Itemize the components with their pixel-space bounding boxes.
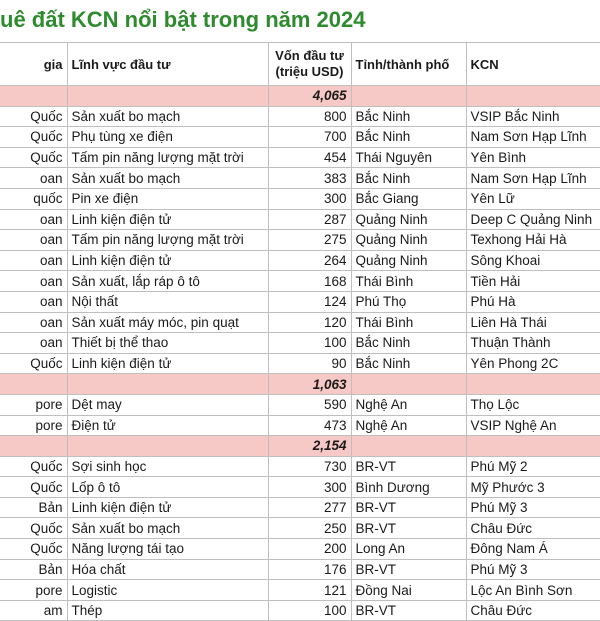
group-total-capital: 1,063	[268, 374, 351, 395]
table-row	[0, 250, 600, 271]
cell-capital: 383	[268, 168, 351, 189]
table-row	[0, 127, 600, 148]
cell-province: BR-VT	[351, 518, 466, 539]
header-province: Tỉnh/thành phố	[351, 43, 466, 86]
cell-province: Quảng Ninh	[351, 250, 466, 271]
header-capital-line1: Vốn đầu tư	[275, 48, 344, 63]
cell-country: oan	[0, 271, 67, 292]
cell-kcn: Thọ Lộc	[466, 394, 600, 415]
cell-country: oan	[0, 312, 67, 333]
cell-sector: Thép	[67, 600, 268, 621]
cell-country: Quốc	[0, 106, 67, 127]
cell-kcn: VSIP Bắc Ninh	[466, 106, 600, 127]
cell-country: Quốc	[0, 539, 67, 560]
cell-kcn: Yên Phong 2C	[466, 353, 600, 374]
cell-province: BR-VT	[351, 456, 466, 477]
cell-kcn: Yên Bình	[466, 147, 600, 168]
cell-province: Bắc Ninh	[351, 353, 466, 374]
cell-country: oan	[0, 209, 67, 230]
cell-capital: 300	[268, 477, 351, 498]
cell-country: Quốc	[0, 353, 67, 374]
header-capital	[268, 43, 351, 86]
cell-country: oan	[0, 168, 67, 189]
cell-capital: 275	[268, 230, 351, 251]
table-row	[0, 518, 600, 539]
cell-kcn: Châu Đức	[466, 518, 600, 539]
cell-sector: Linh kiện điện tử	[67, 250, 268, 271]
cell-kcn: Mỹ Phước 3	[466, 477, 600, 498]
cell-province: Nghệ An	[351, 394, 466, 415]
cell-sector: Lốp ô tô	[67, 477, 268, 498]
table-body	[0, 86, 600, 621]
cell-country: pore	[0, 415, 67, 436]
cell-capital: 590	[268, 394, 351, 415]
cell-province: Bắc Ninh	[351, 168, 466, 189]
table-row	[0, 394, 600, 415]
cell-kcn: Phú Mỹ 3	[466, 559, 600, 580]
group-empty-cell	[466, 436, 600, 457]
group-empty-cell	[0, 374, 67, 395]
cell-sector: Thiết bị thể thao	[67, 333, 268, 354]
cell-kcn: Lộc An Bình Sơn	[466, 580, 600, 601]
cell-country: Quốc	[0, 127, 67, 148]
table-row	[0, 600, 600, 621]
cell-capital: 473	[268, 415, 351, 436]
cell-sector: Sản xuất bo mạch	[67, 518, 268, 539]
cell-province: Đồng Nai	[351, 580, 466, 601]
table-row	[0, 209, 600, 230]
cell-sector: Sản xuất máy móc, pin quạt	[67, 312, 268, 333]
cell-kcn: Phú Mỹ 3	[466, 497, 600, 518]
cell-province: Bắc Ninh	[351, 106, 466, 127]
cell-country: Quốc	[0, 477, 67, 498]
cell-country: Quốc	[0, 147, 67, 168]
cell-province: Bắc Ninh	[351, 127, 466, 148]
cell-province: Phú Thọ	[351, 291, 466, 312]
table-row	[0, 168, 600, 189]
cell-sector: Nội thất	[67, 291, 268, 312]
cell-sector: Dệt may	[67, 394, 268, 415]
cell-capital: 700	[268, 127, 351, 148]
cell-sector: Tấm pin năng lượng mặt trời	[67, 230, 268, 251]
cell-capital: 287	[268, 209, 351, 230]
cell-country: Bản	[0, 559, 67, 580]
table-row	[0, 415, 600, 436]
group-empty-cell	[466, 374, 600, 395]
cell-country: pore	[0, 580, 67, 601]
cell-kcn: Thuận Thành	[466, 333, 600, 354]
cell-capital: 264	[268, 250, 351, 271]
table-row	[0, 456, 600, 477]
cell-capital: 300	[268, 188, 351, 209]
cell-province: BR-VT	[351, 497, 466, 518]
cell-kcn: Đông Nam Á	[466, 539, 600, 560]
cell-country: Quốc	[0, 456, 67, 477]
group-empty-cell	[67, 86, 268, 107]
table-header-row	[0, 43, 600, 86]
cell-country: oan	[0, 250, 67, 271]
table-row	[0, 477, 600, 498]
cell-province: Bắc Giang	[351, 188, 466, 209]
cell-province: BR-VT	[351, 600, 466, 621]
cell-country: oan	[0, 291, 67, 312]
group-empty-cell	[466, 86, 600, 107]
cell-capital: 90	[268, 353, 351, 374]
cell-province: Quảng Ninh	[351, 230, 466, 251]
cell-country: pore	[0, 394, 67, 415]
table-row	[0, 188, 600, 209]
group-empty-cell	[67, 374, 268, 395]
cell-sector: Phụ tùng xe điện	[67, 127, 268, 148]
investment-table	[0, 42, 600, 621]
group-total-row	[0, 436, 600, 457]
cell-capital: 124	[268, 291, 351, 312]
cell-sector: Linh kiện điện tử	[67, 353, 268, 374]
header-sector: Lĩnh vực đầu tư	[67, 43, 268, 86]
cell-capital: 121	[268, 580, 351, 601]
cell-province: Thái Bình	[351, 312, 466, 333]
cell-sector: Linh kiện điện tử	[67, 497, 268, 518]
cell-capital: 100	[268, 600, 351, 621]
cell-kcn: VSIP Nghệ An	[466, 415, 600, 436]
cell-capital: 250	[268, 518, 351, 539]
cell-province: Quảng Ninh	[351, 209, 466, 230]
cell-kcn: Nam Sơn Hạp Lĩnh	[466, 127, 600, 148]
cell-country: Bản	[0, 497, 67, 518]
table-row	[0, 291, 600, 312]
cell-country: quốc	[0, 188, 67, 209]
table-row	[0, 497, 600, 518]
header-country: gia	[0, 43, 67, 86]
group-empty-cell	[351, 436, 466, 457]
cell-province: Bình Dương	[351, 477, 466, 498]
group-total-row	[0, 374, 600, 395]
cell-country: Quốc	[0, 518, 67, 539]
cell-country: oan	[0, 333, 67, 354]
cell-sector: Sản xuất bo mạch	[67, 168, 268, 189]
cell-kcn: Texhong Hải Hà	[466, 230, 600, 251]
cell-capital: 200	[268, 539, 351, 560]
cell-sector: Sản xuất, lắp ráp ô tô	[67, 271, 268, 292]
table-row	[0, 559, 600, 580]
cell-province: Long An	[351, 539, 466, 560]
group-empty-cell	[67, 436, 268, 457]
group-empty-cell	[351, 86, 466, 107]
group-total-capital: 4,065	[268, 86, 351, 107]
cell-province: Nghệ An	[351, 415, 466, 436]
cell-sector: Tấm pin năng lượng mặt trời	[67, 147, 268, 168]
cell-kcn: Yên Lữ	[466, 188, 600, 209]
cell-sector: Sản xuất bo mạch	[67, 106, 268, 127]
cell-country: am	[0, 600, 67, 621]
table-row	[0, 271, 600, 292]
table-row	[0, 312, 600, 333]
table-row	[0, 333, 600, 354]
cell-capital: 100	[268, 333, 351, 354]
group-empty-cell	[351, 374, 466, 395]
cell-kcn: Deep C Quảng Ninh	[466, 209, 600, 230]
group-empty-cell	[0, 436, 67, 457]
cell-sector: Pin xe điện	[67, 188, 268, 209]
group-empty-cell	[0, 86, 67, 107]
group-total-capital: 2,154	[268, 436, 351, 457]
cell-province: Bắc Ninh	[351, 333, 466, 354]
table-row	[0, 539, 600, 560]
cell-sector: Điện tử	[67, 415, 268, 436]
cell-sector: Hóa chất	[67, 559, 268, 580]
cell-sector: Năng lượng tái tạo	[67, 539, 268, 560]
cell-capital: 730	[268, 456, 351, 477]
cell-capital: 454	[268, 147, 351, 168]
cell-capital: 176	[268, 559, 351, 580]
cell-kcn: Phú Hà	[466, 291, 600, 312]
cell-capital: 168	[268, 271, 351, 292]
cell-capital: 120	[268, 312, 351, 333]
cell-province: Thái Bình	[351, 271, 466, 292]
cell-province: BR-VT	[351, 559, 466, 580]
cell-sector: Sợi sinh học	[67, 456, 268, 477]
table-row	[0, 353, 600, 374]
cell-capital: 277	[268, 497, 351, 518]
cell-country: oan	[0, 230, 67, 251]
cell-kcn: Liên Hà Thái	[466, 312, 600, 333]
header-capital-line2: (triệu USD)	[275, 64, 344, 79]
table-row	[0, 230, 600, 251]
cell-province: Thái Nguyên	[351, 147, 466, 168]
group-total-row	[0, 86, 600, 107]
table-row	[0, 580, 600, 601]
table-row	[0, 147, 600, 168]
table-row	[0, 106, 600, 127]
cell-kcn: Nam Sơn Hạp Lĩnh	[466, 168, 600, 189]
cell-kcn: Châu Đức	[466, 600, 600, 621]
cell-sector: Linh kiện điện tử	[67, 209, 268, 230]
page-title: uê đất KCN nổi bật trong năm 2024	[0, 7, 366, 32]
cell-kcn: Sông Khoai	[466, 250, 600, 271]
cell-kcn: Tiền Hải	[466, 271, 600, 292]
cell-sector: Logistic	[67, 580, 268, 601]
cell-capital: 800	[268, 106, 351, 127]
header-kcn: KCN	[466, 43, 600, 86]
cell-kcn: Phú Mỹ 2	[466, 456, 600, 477]
